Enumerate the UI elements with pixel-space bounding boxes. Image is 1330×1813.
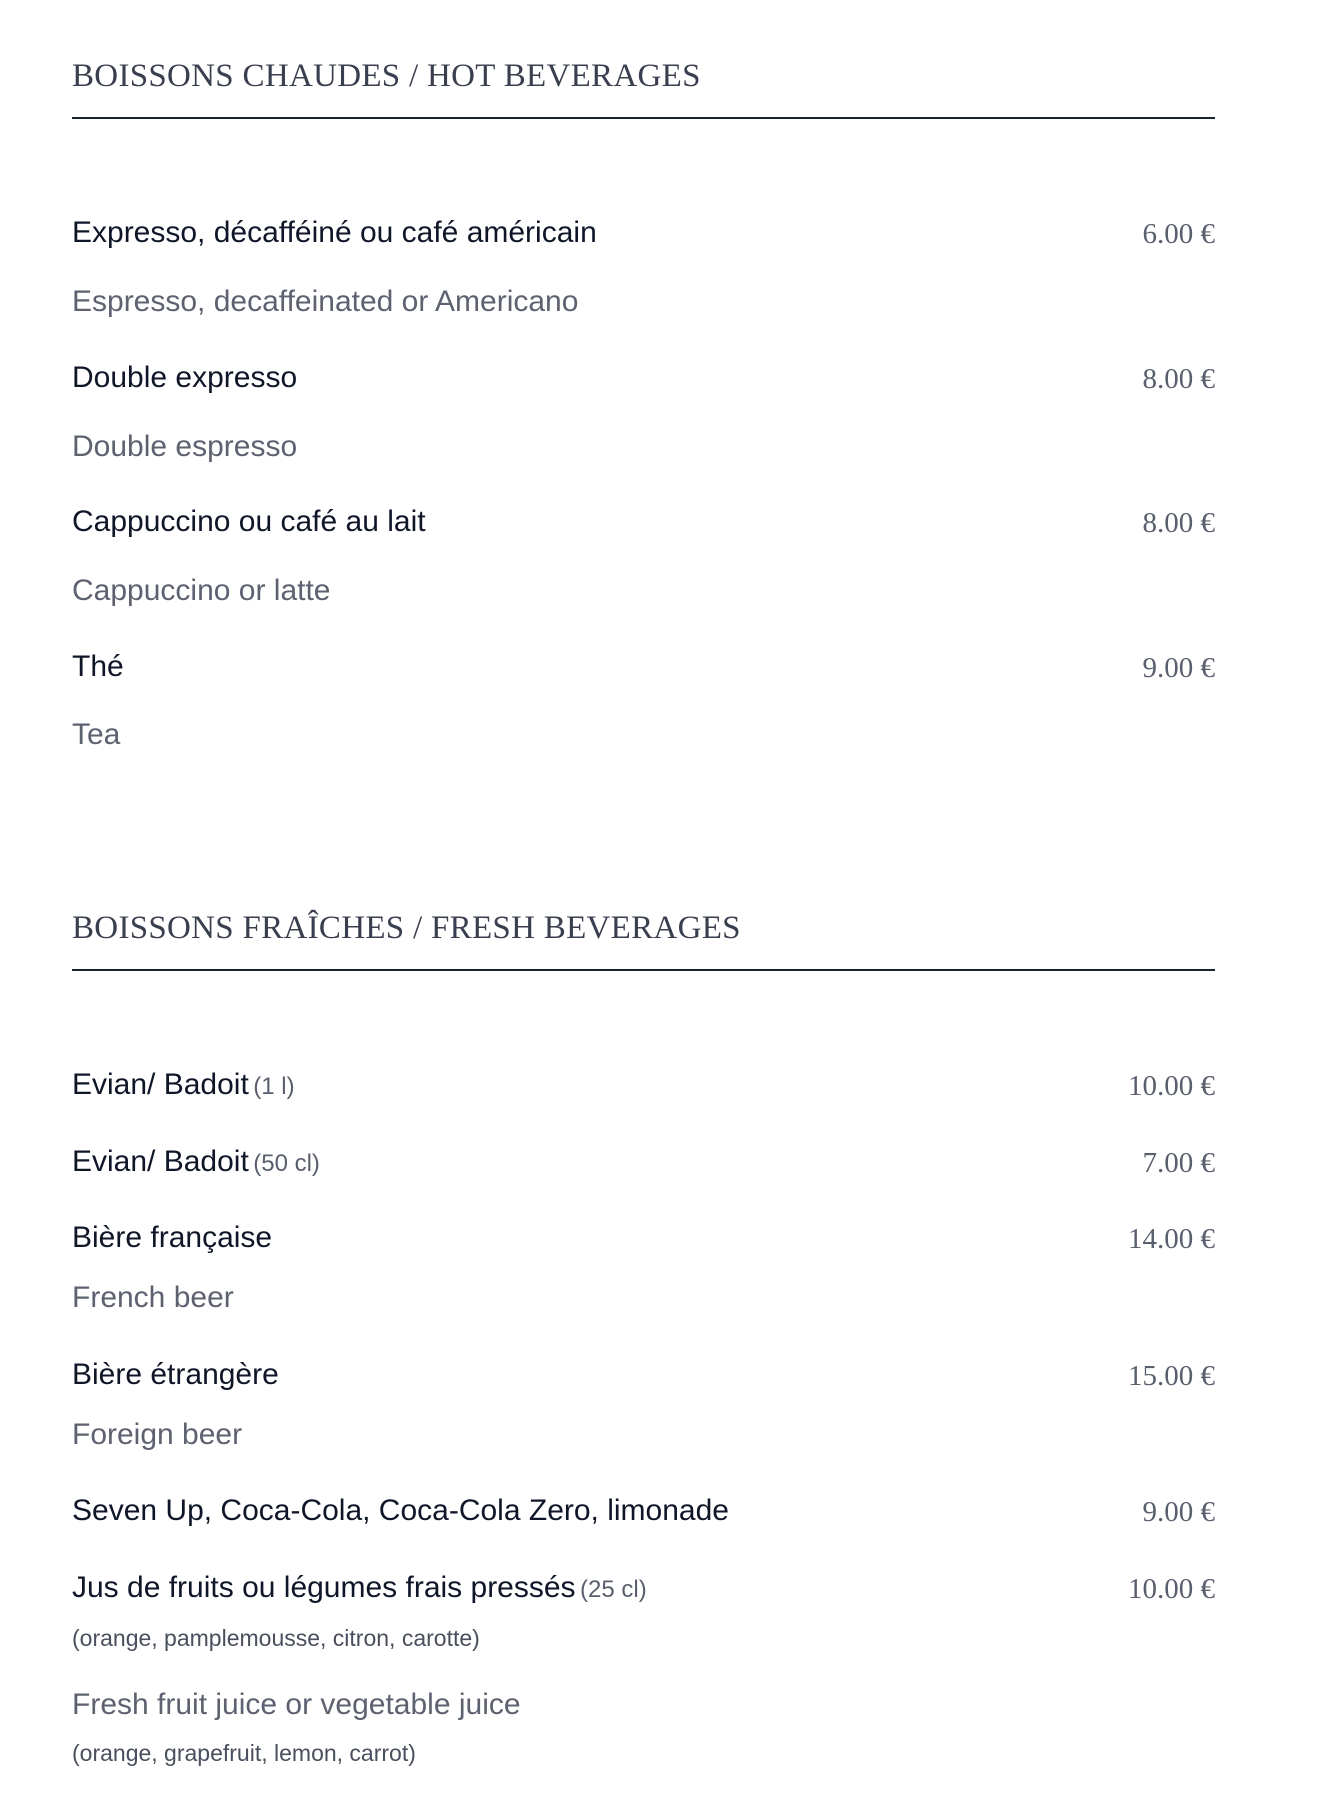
item-name: Double expresso [72, 361, 298, 394]
item-price: 10.00 € [1128, 1573, 1215, 1605]
item-price: 10.00 € [1128, 1070, 1215, 1102]
hot-beverages-divider [72, 117, 1215, 119]
item-english-name: Foreign beer [72, 1418, 243, 1451]
item-price: 8.00 € [1142, 507, 1215, 539]
menu-item-foreign-beer [72, 1360, 1215, 1390]
menu-item-water-1l [72, 1070, 1215, 1100]
fresh-beverages-section [72, 910, 1215, 1766]
item-english-name: Tea [72, 718, 121, 751]
menu-item-water-50cl [72, 1147, 1215, 1177]
item-price: 9.00 € [1142, 1496, 1215, 1528]
item-name: Jus de fruits ou légumes frais pressés [72, 1571, 576, 1604]
hot-beverages-section [72, 58, 1215, 751]
item-name: Cappuccino ou café au lait [72, 505, 426, 538]
item-quantity: (25 cl) [580, 1576, 647, 1603]
menu-item-french-beer [72, 1223, 1215, 1253]
fresh-beverages-divider [72, 969, 1215, 971]
menu-item-double-espresso [72, 363, 1215, 393]
item-english-name: Cappuccino or latte [72, 574, 331, 607]
menu-item-tea [72, 652, 1215, 682]
item-price: 14.00 € [1128, 1223, 1215, 1255]
item-note: (orange, pamplemousse, citron, carotte) [72, 1625, 480, 1651]
item-name: Evian/ Badoit [72, 1068, 249, 1101]
item-price: 15.00 € [1128, 1360, 1215, 1392]
item-quantity: (50 cl) [253, 1150, 320, 1177]
item-english-note: (orange, grapefruit, lemon, carrot) [72, 1740, 416, 1766]
menu-item-espresso [72, 218, 1215, 248]
item-quantity: (1 l) [253, 1073, 295, 1100]
item-name: Evian/ Badoit [72, 1145, 249, 1178]
item-english-name: Espresso, decaffeinated or Americano [72, 285, 579, 318]
item-price: 9.00 € [1142, 652, 1215, 684]
item-name: Expresso, décafféiné ou café américain [72, 216, 597, 249]
fresh-beverages-title: BOISSONS FRAÎCHES / FRESH BEVERAGES [72, 910, 741, 946]
item-price: 8.00 € [1142, 363, 1215, 395]
item-english-name: Double espresso [72, 430, 298, 463]
hot-beverages-title: BOISSONS CHAUDES / HOT BEVERAGES [72, 58, 701, 94]
item-name: Bière française [72, 1221, 273, 1254]
item-price: 7.00 € [1142, 1147, 1215, 1179]
item-name: Thé [72, 650, 124, 683]
item-price: 6.00 € [1142, 218, 1215, 250]
item-english-name: French beer [72, 1281, 234, 1314]
menu-item-fresh-juice [72, 1573, 1215, 1603]
menu-item-soft-drinks [72, 1496, 1215, 1526]
item-name: Bière étrangère [72, 1358, 279, 1391]
item-name: Seven Up, Coca-Cola, Coca-Cola Zero, limonade [72, 1494, 729, 1527]
item-english-name: Fresh fruit juice or vegetable juice [72, 1688, 521, 1721]
menu-item-cappuccino [72, 507, 1215, 537]
